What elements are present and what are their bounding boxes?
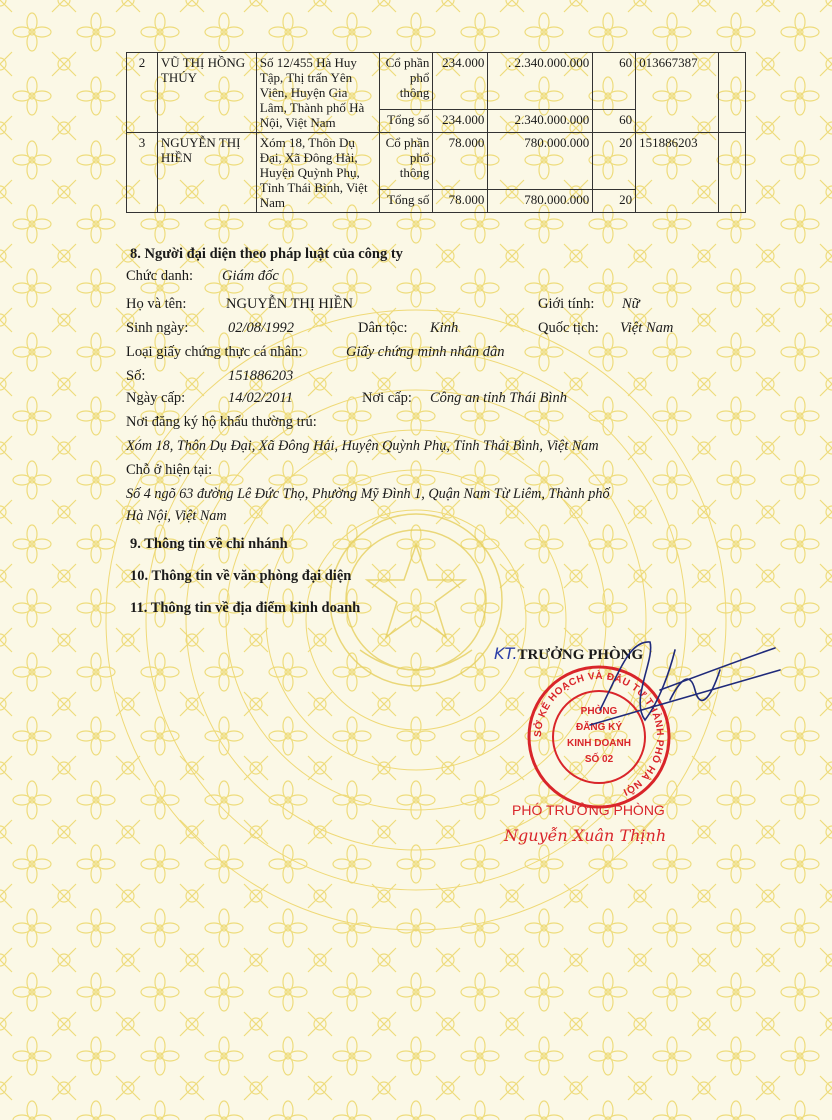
- title-value: Giám đốc: [222, 268, 279, 284]
- total-value: 2.340.000.000: [488, 110, 593, 133]
- title-label: Chức danh:: [126, 268, 194, 284]
- total-quantity: 78.000: [433, 190, 488, 213]
- shareholder-address: Xóm 18, Thôn Dụ Đại, Xã Đông Hải, Huyện Quỳnh Phụ, Tỉnh Thái Bình, Việt Nam: [256, 133, 380, 213]
- gender-label: Giới tính:: [538, 296, 595, 312]
- shareholders-table: [126, 52, 746, 213]
- total-percent: 20: [593, 190, 636, 213]
- table-row: [127, 53, 746, 110]
- row-number: 2: [127, 53, 158, 133]
- total-label: Tổng số: [380, 110, 433, 133]
- residence-label: Nơi đăng ký hộ khẩu thường trú:: [126, 414, 317, 430]
- issue-date-label: Ngày cấp:: [126, 390, 186, 406]
- nationality-value: Việt Nam: [620, 320, 674, 336]
- issue-place-value: Công an tỉnh Thái Bình: [430, 390, 567, 406]
- doc-number-label: Số:: [126, 368, 146, 384]
- issue-date-value: 14/02/2011: [228, 390, 293, 406]
- total-label: Tổng số: [380, 190, 433, 213]
- gender-value: Nữ: [622, 296, 640, 312]
- signature-title-text: TRƯỞNG PHÒNG: [517, 647, 644, 663]
- ethnic-value: Kinh: [430, 320, 459, 336]
- section-9-heading: 9. Thông tin về chi nhánh: [130, 536, 288, 552]
- signer-name: Nguyễn Xuân Thịnh: [504, 826, 667, 845]
- shareholder-name: NGUYỄN THỊ HIỀN: [157, 133, 256, 213]
- shareholder-address: Số 12/455 Hà Huy Tập, Thị trấn Yên Viên, Huyện Gia Lâm, Thành phố Hà Nội, Việt Nam: [256, 53, 380, 133]
- share-value: 780.000.000: [488, 133, 593, 190]
- doc-number-value: 151886203: [228, 368, 294, 384]
- total-quantity: 234.000: [433, 110, 488, 133]
- total-percent: 60: [593, 110, 636, 133]
- current-address-line2: Hà Nội, Việt Nam: [126, 508, 227, 524]
- stamp-line-4: SỐ 02: [584, 754, 614, 765]
- residence-value: Xóm 18, Thôn Dụ Đại, Xã Đông Hải, Huyện Quỳnh Phụ, Tỉnh Thái Bình, Việt Nam: [126, 438, 599, 454]
- section-11-heading: 11. Thông tin về địa điểm kinh doanh: [130, 600, 361, 616]
- current-address-line1: Số 4 ngõ 63 đường Lê Đức Thọ, Phường Mỹ Đình 1, Quận Nam Từ Liêm, Thành phố: [126, 486, 610, 502]
- deputy-title: PHÓ TRƯỞNG PHÒNG: [512, 802, 665, 818]
- name-value: NGUYỄN THỊ HIỀN: [226, 296, 353, 312]
- share-percent: 60: [593, 53, 636, 110]
- handwritten-signature: [560, 630, 790, 740]
- empty-cell: [719, 53, 746, 133]
- shareholder-name: VŨ THỊ HỒNG THÚY: [157, 53, 256, 133]
- section-10-heading: 10. Thông tin về văn phòng đại diện: [130, 568, 352, 584]
- signature-prefix: KT.: [494, 644, 518, 663]
- ethnic-label: Dân tộc:: [358, 320, 408, 336]
- name-label: Họ và tên:: [126, 296, 187, 312]
- stamp-line-1: PHÒNG: [580, 706, 618, 717]
- issue-place-label: Nơi cấp:: [362, 390, 412, 406]
- stamp-ring-text: SỞ KẾ HOẠCH VÀ ĐẦU TƯ THÀNH PHỐ HÀ NỘI: [532, 670, 666, 798]
- row-number: 3: [127, 133, 158, 213]
- doc-type-value: Giấy chứng minh nhân dân: [346, 344, 505, 360]
- share-quantity: 234.000: [433, 53, 488, 110]
- empty-cell: [719, 133, 746, 213]
- total-value: 780.000.000: [488, 190, 593, 213]
- title-row: [126, 268, 279, 285]
- share-type: Cổ phần phổ thông: [380, 53, 433, 110]
- table-row: [127, 133, 746, 190]
- share-percent: 20: [593, 133, 636, 190]
- current-address-label: Chỗ ở hiện tại:: [126, 462, 213, 478]
- stamp-line-2: ĐĂNG KÝ: [575, 722, 623, 733]
- share-quantity: 78.000: [433, 133, 488, 190]
- dob-value: 02/08/1992: [228, 320, 295, 336]
- stamp-line-3: KINH DOANH: [567, 738, 631, 749]
- share-type: Cổ phần phổ thông: [380, 133, 433, 190]
- doc-type-label: Loại giấy chứng thực cá nhân:: [126, 344, 303, 360]
- dob-label: Sinh ngày:: [126, 320, 189, 336]
- section-8-heading: 8. Người đại diện theo pháp luật của công ty: [130, 246, 403, 262]
- id-number: 013667387: [636, 53, 719, 133]
- id-number: 151886203: [636, 133, 719, 213]
- nationality-label: Quốc tịch:: [538, 320, 599, 336]
- share-value: . 2.340.000.000: [488, 53, 593, 110]
